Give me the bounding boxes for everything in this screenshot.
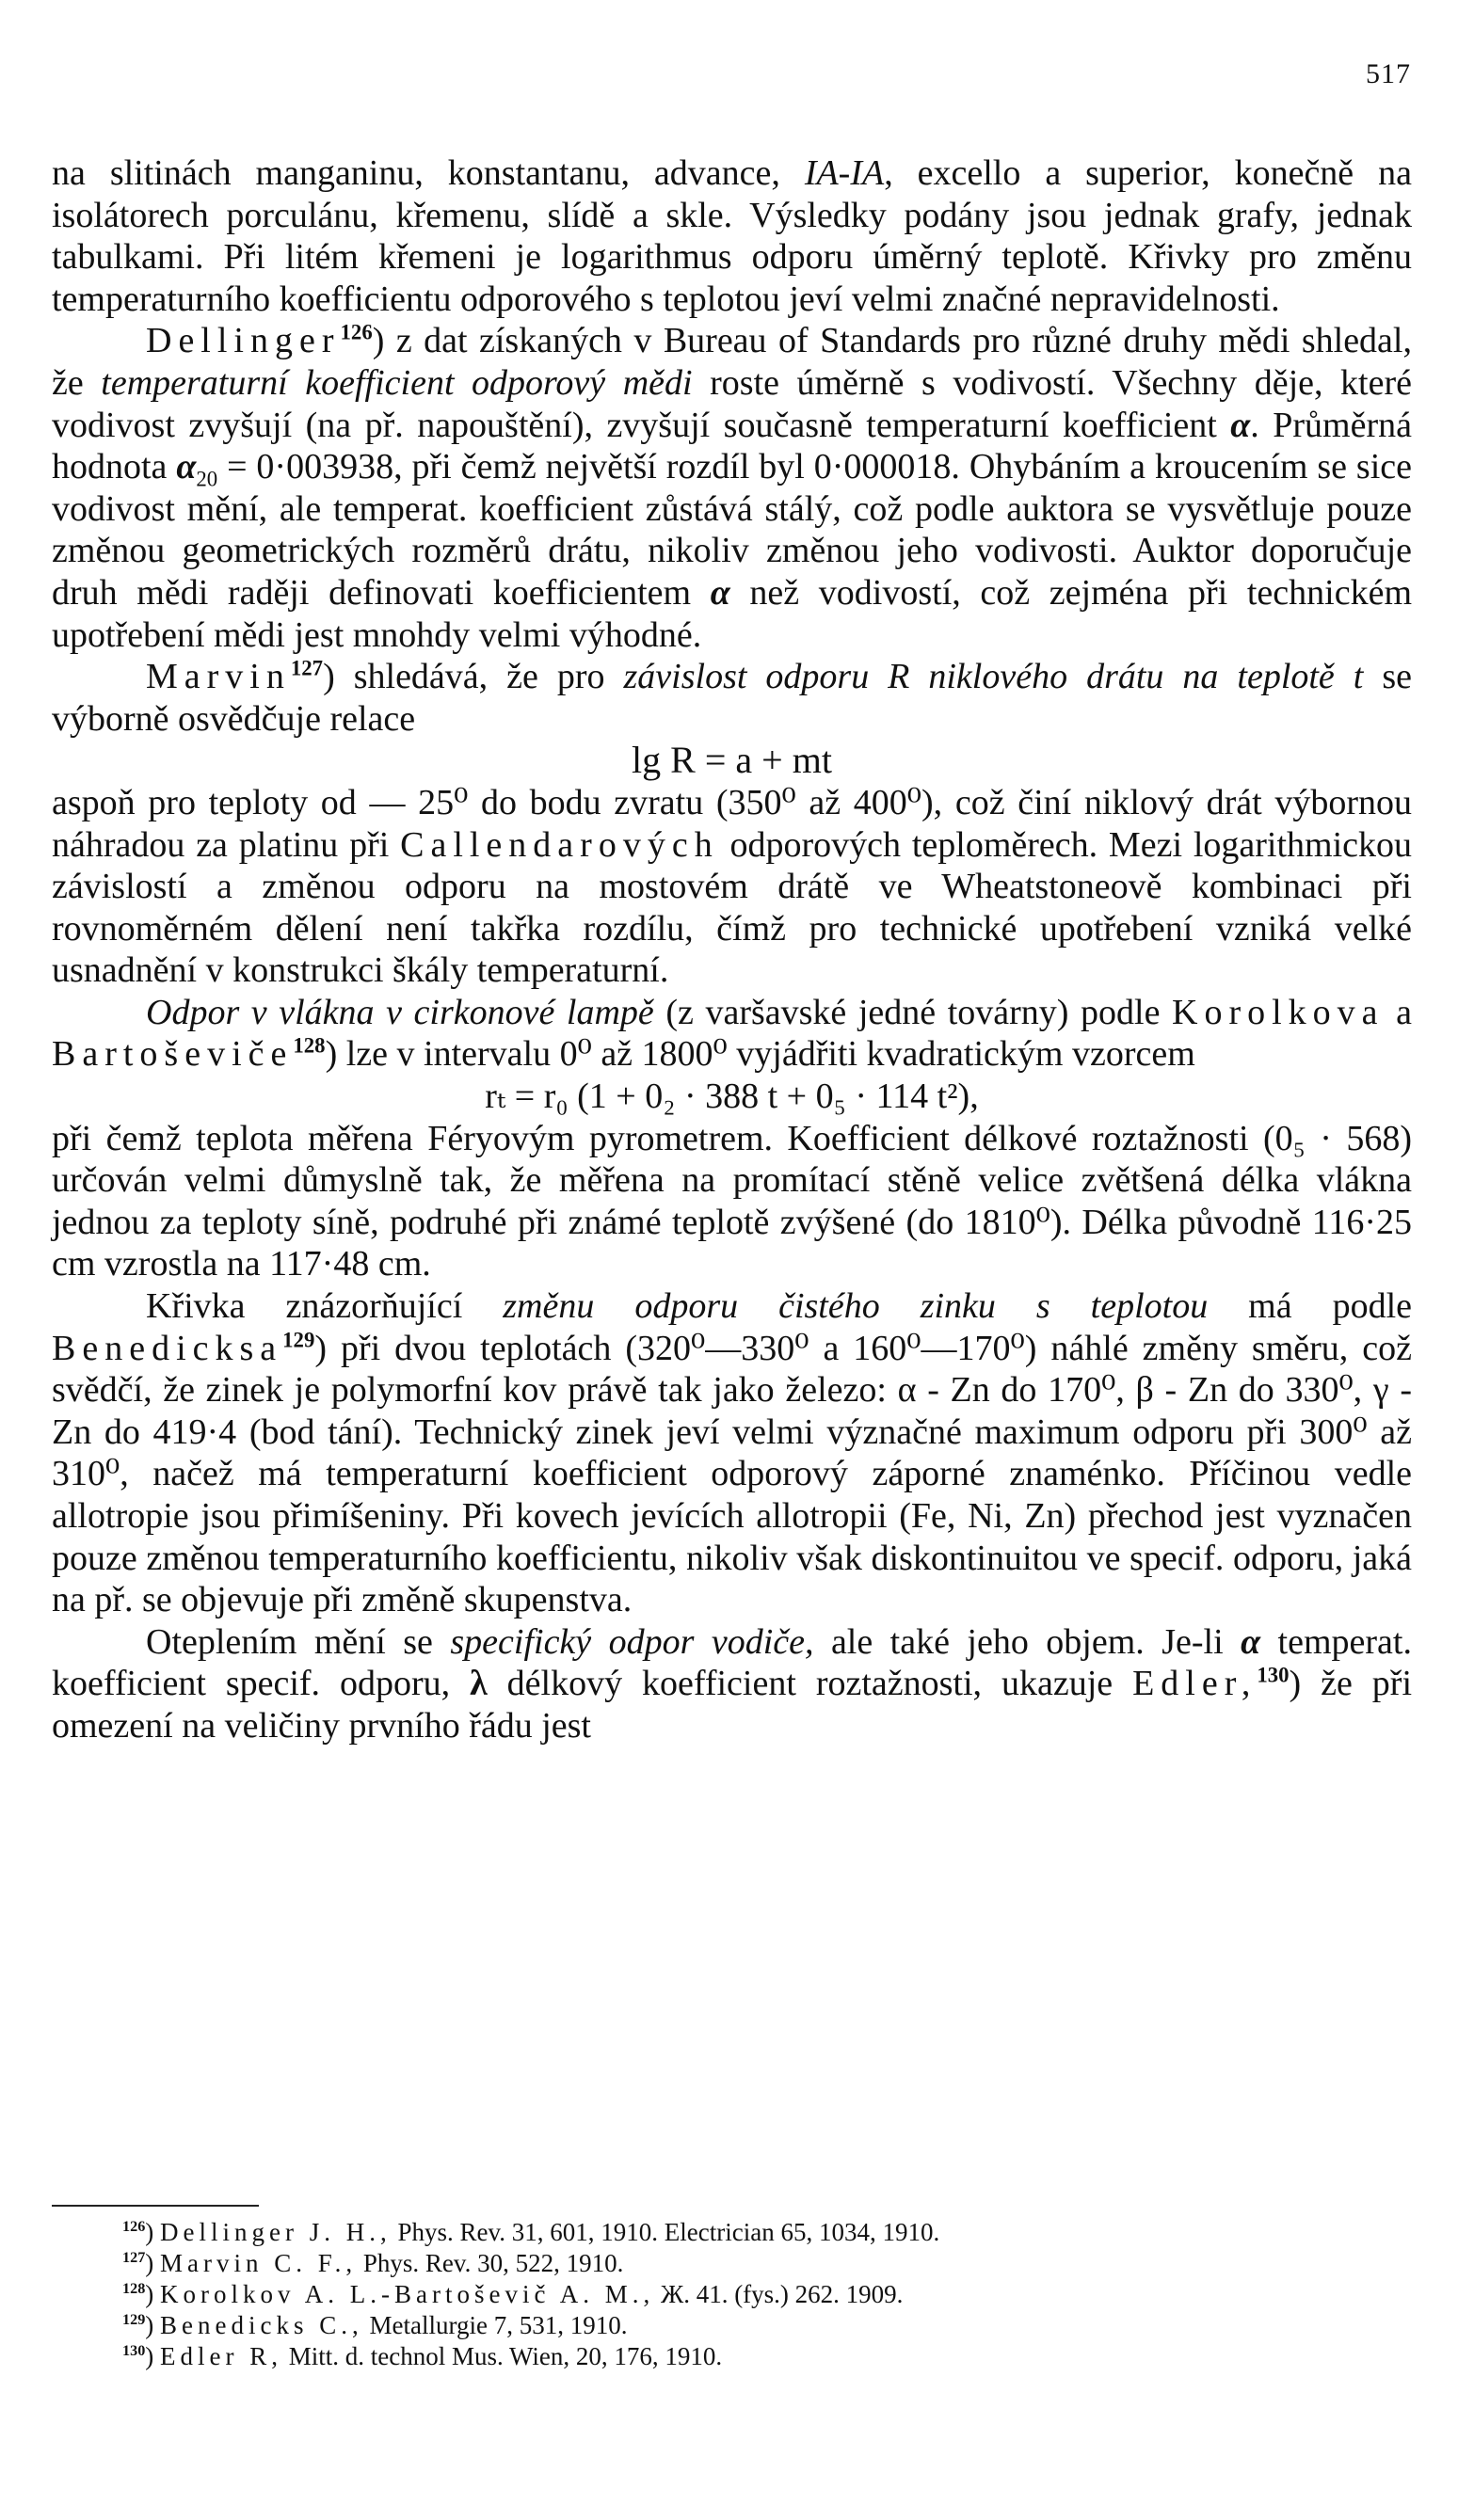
page-number: 517 xyxy=(1366,58,1411,89)
author-korolkov: Korolkova xyxy=(1172,992,1385,1032)
author-benedicks: Benedicksa xyxy=(52,1328,283,1368)
footnote-ref: 126 xyxy=(340,320,373,344)
author-edler: Edler, xyxy=(1132,1664,1258,1704)
footnote-ref: 129 xyxy=(282,1327,315,1351)
footnote-127: $^{127}$) Marvin C. F., Phys. Rev. 30, 522, 1910. xyxy=(122,2249,624,2277)
footnote-129: $^{129}$) Benedicks C., Metallurgie 7, 531, 1910. xyxy=(122,2311,628,2339)
paragraph-3: Marvin$^{127}$) shledává, že pro závislost odporu R niklového drátu na teplotě t se výborně osvědčuje relace xyxy=(52,656,1412,739)
author-callendar: Callendarových xyxy=(400,824,719,865)
footnote-126: $^{126}$) Dellinger J. H., Phys. Rev. 31, 601, 1910. Electrician 65, 1034, 1910. xyxy=(122,2218,940,2246)
author-bartosevic: Bartoševiče xyxy=(52,1034,294,1075)
author-marvin: Marvin xyxy=(146,657,291,697)
paragraph-1: na slitinách manganinu, konstantanu, advance, IA-IA, excello a superior, konečně na isolátorech porculánu, křemenu, slídě a skle. Výsledky podány jsou jednak grafy, jednak tabulkami. Při litém křemeni je logarithmus odporu úměrný teplotě. Křivky pro změnu temperaturního koefficientu odporového s teplotou jeví velmi značné nepravidelnosti. xyxy=(52,153,1412,319)
body-text xyxy=(52,152,1412,1747)
paragraph-7: Křivka znázorňující změnu odporu čistého zinku s teplotou má podle Benedicksa$^{129}$) při dvou teplotách (320⁰—330⁰ a 160⁰—170⁰) náhlé změny směru, což svědčí, že zinek je polymorfní kov právě tak jako železo: α - Zn do 170⁰, β - Zn do 330⁰, γ - Zn do 419·4 (bod tání). Technický zinek jeví velmi význačné maximum odporu při 300⁰ až 310⁰, načež má temperaturní koefficient odporový záporné znaménko. Příčinou vedle allotropie jsou přimíšeniny. Při kovech jevících allotropii (Fe, Ni, Zn) přechod jest vyznačen pouze změnou temperaturního koefficientu, nikoliv však diskontinuitou ve specif. odporu, jaká na př. se objevuje při změně skupenstva. xyxy=(52,1286,1412,1620)
paragraph-8: Oteplením mění se specifický odpor vodiče, ale také jeho objem. Je-li α temperat. koefficient specif. odporu, λ délkový koefficient roztažnosti, ukazuje Edler,$^{130}$) že při omezení na veličiny prvního řádu jest xyxy=(52,1621,1412,1746)
paragraph-5: Odpor v vlákna v cirkonové lampě (z varšavské jedné továrny) podle Korolkova a Bartoševiče$^{128}$) lze v intervalu 0⁰ až 1800⁰ vyjádřiti kvadratickým vzorcem xyxy=(52,992,1413,1075)
footnote-128: $^{128}$) Korolkov A. L.-Bartoševič A. M., Ж. 41. (fys.) 262. 1909. xyxy=(122,2280,904,2308)
formula-marvin: lg R = a + mt xyxy=(632,739,832,782)
paragraph-6: při čemž teplota měřena Féryovým pyrometrem. Koefficient délkové roztažnosti (0₅ · 568) určován velmi důmyslně tak, že měřena na promítací stěně velice zvětšená délka vlákna jednou za teploty síně, podruhé při známé teplotě zvýšené (do 1810⁰). Délka původně 116·25 cm vzrostla na 117·48 cm. xyxy=(52,1118,1412,1284)
footnote-ref: 128 xyxy=(293,1033,326,1058)
footnote-130: $^{130}$) Edler R, Mitt. d. technol Mus. Wien, 20, 176, 1910. xyxy=(122,2342,723,2370)
paragraph-4: aspoň pro teploty od — 25⁰ do bodu zvratu (350⁰ až 400⁰), což činí niklový drát výbornou náhradou za platinu při Callendarových odporových teploměrech. Mezi logarithmickou závislostí a změnou odporu na mostovém drátě ve Wheatstoneově kombinaci při rovnoměrném dělení není takřka rozdílu, čímž pro technické upotřebení vzniká velké usnadnění v konstrukci škály temperaturní. xyxy=(52,782,1412,991)
alloy-name: IA-IA xyxy=(804,153,885,193)
author-dellinger: Dellinger xyxy=(146,321,341,361)
footnote-ref: 127 xyxy=(290,656,324,680)
footnotes xyxy=(122,2217,1412,2372)
paragraph-2: Dellinger$^{126}$) z dat získaných v Bureau of Standards pro různé druhy mědi shledal, že temperaturní koefficient odporový mědi roste úměrně s vodivostí. Všechny děje, které vodivost zvyšují (na př. napouštění), zvyšují současně temperaturní koefficient α. Průměrná hodnota $\alpha_{20} = 0\cdot 003938$, při čemž největší rozdíl byl 0·000018. Ohybáním a kroucením se sice vodivost mění, ale temperat. koefficient zůstává stálý, což podle auktora se vysvětluje pouze změnou geometrických rozměrů drátu, nikoliv změnou jeho vodivosti. Auktor doporučuje druh mědi raději definovati koefficientem α než vodivostí, což zejména při technickém upotřebení mědi jest mnohdy velmi výhodné. xyxy=(52,320,1413,655)
footnote-ref: 130 xyxy=(1257,1663,1290,1687)
footnote-divider xyxy=(52,2205,259,2207)
formula-quadratic: rₜ = r₀ (1 + 0₂ · 388 t + 0₅ · 114 t²), xyxy=(485,1077,979,1117)
